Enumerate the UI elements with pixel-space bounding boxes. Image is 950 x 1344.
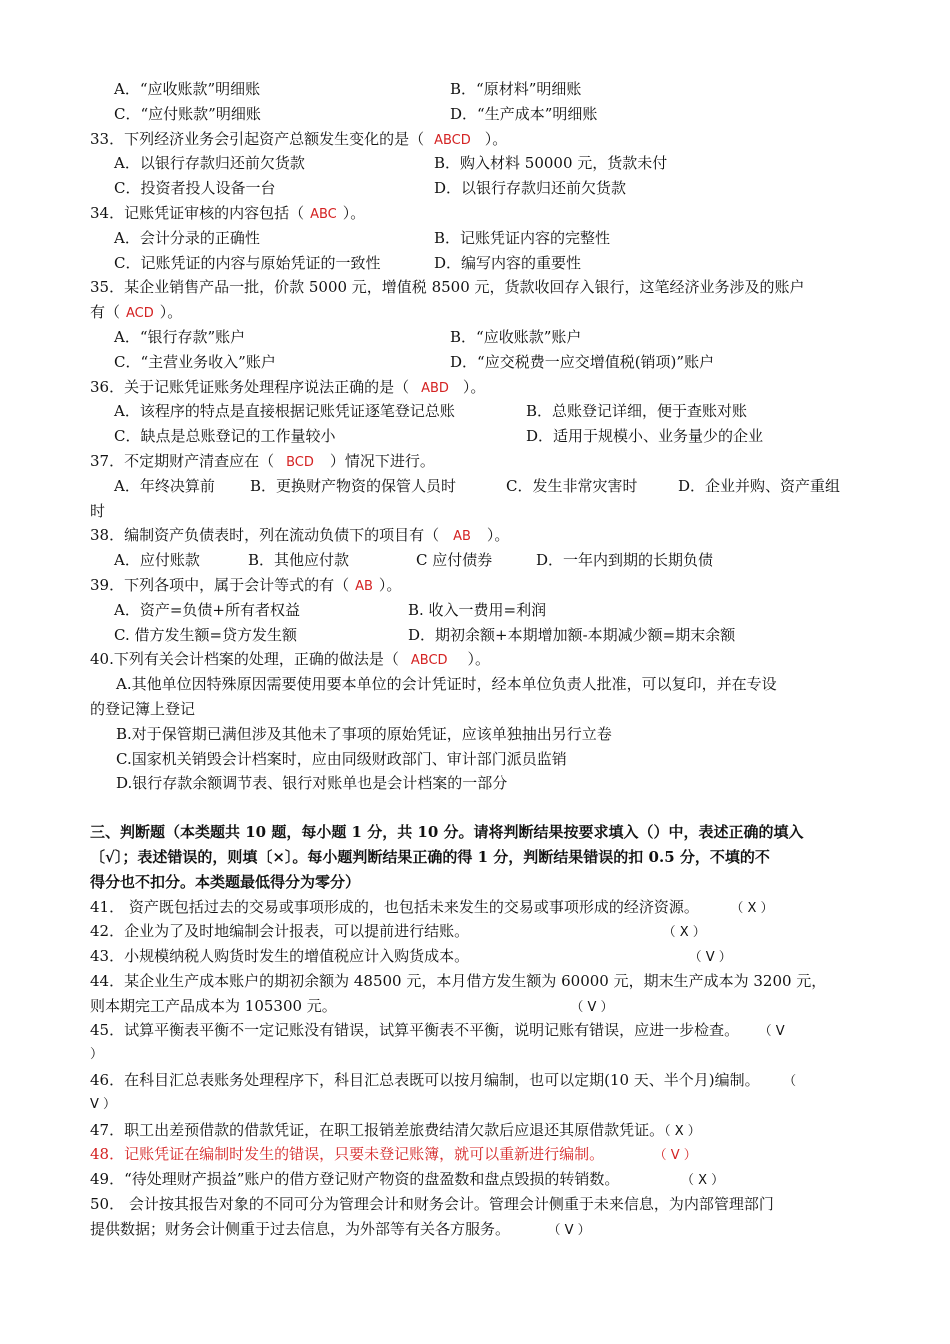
q33-option-d: D．以银行存款归还前欠货款: [434, 179, 627, 198]
q34-answer: ABC: [310, 206, 337, 222]
q40-answer: ABCD: [410, 653, 448, 669]
q39-option-a: A．资产=负债+所有者权益: [114, 600, 300, 619]
q38-option-a: A．应付账款: [114, 551, 200, 570]
section3-heading-line2: 〔√〕；表述错误的，则填〔×〕。每小题判断结果正确的得 1 分，判断结果错误的扣 0.5 分，不填的不: [90, 847, 770, 866]
q39-stem-end: ）。: [378, 575, 402, 594]
q49-text: 49．“待处理财产损益”账户的借方登记财产物资的盘盈数和盘点毁损的转销数。: [90, 1170, 620, 1189]
q36-options-row1: [90, 399, 890, 424]
q40-stem-text: 40.下列有关会计档案的处理，正确的做法是（: [90, 650, 399, 669]
q49-statement: [90, 1167, 890, 1192]
q39-stem: [90, 573, 890, 598]
q41-statement: [90, 895, 890, 920]
q37-option-c: C．发生非常灾害时: [506, 476, 638, 495]
q38-options-row1: [90, 548, 890, 573]
q42-mark: （ X ）: [669, 925, 706, 941]
q37-stem-text: 37．不定期财产清查应在（: [90, 451, 275, 470]
q44-statement-line2: [90, 994, 890, 1019]
q45-mark-open: （ V: [765, 1024, 785, 1040]
q36-option-c: C．缺点是总账登记的工作量较小: [114, 427, 336, 446]
q44-mark: （ V ）: [576, 999, 614, 1015]
q35-stem-text: 有（: [90, 303, 121, 322]
q34-option-c: C．记账凭证的内容与原始凭证的一致性: [114, 253, 381, 272]
q39-options-row2: [90, 623, 890, 648]
q36-option-b: B．总账登记详细，便于查账对账: [526, 402, 748, 421]
q39-answer: AB: [355, 578, 373, 594]
q35-option-d: D．“应交税费一应交增值税(销项)”账户: [450, 352, 715, 371]
q46-mark-open: （: [789, 1074, 797, 1090]
q49-mark: （ X ）: [687, 1173, 725, 1189]
q37-stem: [90, 449, 890, 474]
q47-text: 47．职工出差预借款的借款凭证，在职工报销差旅费结清欠款后应退还其原借款凭证。: [90, 1120, 665, 1139]
q32-option-c: C．“应付账款”明细账: [114, 104, 261, 123]
q35-answer: ACD: [126, 306, 154, 322]
q34-options-row1: [90, 226, 890, 251]
q50-statement-line1: 50． 会计按其报告对象的不同可分为管理会计和财务会计。管理会计侧重于未来信息，为内部管理部门: [90, 1195, 774, 1214]
q50-text: 提供数据；财务会计侧重于过去信息，为外部等有关各方服务。: [90, 1219, 511, 1238]
q38-option-d: D．一年内到期的长期负债: [536, 551, 714, 570]
q46-text: 46．在科目汇总表账务处理程序下，科目汇总表既可以按月编制，也可以定期(10 天、半个月)编制。: [90, 1071, 760, 1090]
q35-stem-line2: [90, 300, 890, 325]
q47-statement: [90, 1118, 890, 1143]
q35-option-b: B．“应收账款”账户: [450, 327, 582, 346]
q32-option-a: A．“应收账款”明细账: [114, 80, 261, 98]
section3-heading-line3: 得分也不扣分。本类题最低得分为零分）: [90, 872, 361, 891]
q46-statement-line1: [90, 1068, 890, 1093]
q38-option-c: C 应付债券: [416, 551, 493, 570]
q33-stem-text: 33．下列经济业务会引起资产总额发生变化的是（: [90, 129, 425, 148]
q39-option-c: C. 借方发生额=贷方发生额: [114, 625, 298, 644]
q40-option-b: B.对于保管期已满但涉及其他未了事项的原始凭证，应该单独抽出另行立卷: [116, 724, 612, 743]
q40-option-a-continued: 的登记簿上登记: [90, 699, 196, 718]
q36-stem-end: ）。: [462, 377, 486, 396]
q33-stem: [90, 127, 890, 152]
q34-options-row2: [90, 251, 890, 276]
q37-option-b: B．更换财产物资的保管人员时: [250, 476, 457, 495]
section3-heading-line1: 三、判断题（本类题共 10 题，每小题 1 分，共 10 分。请将判断结果按要求填入（）中，表述正确的填入: [90, 823, 804, 842]
q47-mark: （ X ）: [664, 1123, 701, 1139]
q39-option-b: B. 收入一费用=利润: [408, 600, 547, 619]
q33-option-a: A．以银行存款归还前欠货款: [114, 154, 305, 173]
q50-mark: （ V ）: [554, 1222, 591, 1238]
q46-mark-close: V ）: [90, 1096, 117, 1112]
q43-text: 43．小规模纳税人购货时发生的增值税应计入购货成本。: [90, 947, 470, 966]
q40-stem-end: ）。: [467, 650, 491, 669]
q36-options-row2: [90, 424, 890, 449]
q39-stem-text: 39．下列各项中，属于会计等式的有（: [90, 575, 350, 594]
q32-options-row1: [90, 77, 890, 102]
q48-mark: （ V ）: [660, 1148, 697, 1164]
q48-text: 48．记账凭证在编制时发生的错误，只要未登记账簿，就可以重新进行编制。: [90, 1145, 605, 1164]
q38-stem-text: 38．编制资产负债表时，列在流动负债下的项目有（: [90, 526, 440, 545]
q41-mark: （ X ）: [736, 900, 774, 916]
q38-stem: [90, 523, 890, 548]
q34-option-d: D．编写内容的重要性: [434, 253, 582, 272]
q32-option-d: D．“生产成本”明细账: [450, 104, 598, 123]
q37-answer: BCD: [286, 454, 314, 470]
q39-options-row1: [90, 598, 890, 623]
q37-option-d: D．企业并购、资产重组: [678, 476, 841, 495]
q33-options-row1: [90, 151, 890, 176]
q36-option-d: D．适用于规模小、业务量少的企业: [526, 427, 764, 446]
section-spacer: [90, 796, 890, 820]
q43-statement: [90, 944, 890, 969]
q34-stem: [90, 201, 890, 226]
q35-options-row1: [90, 325, 890, 350]
q40-option-a: A.其他单位因特殊原因需要使用要本单位的会计凭证时，经本单位负责人批准，可以复印，并在专设: [116, 675, 777, 694]
q44-statement-line1: 44．某企业生产成本账户的期初余额为 48500 元，本月借方发生额为 60000 元，期末生产成本为 3200 元，: [90, 971, 827, 990]
q37-options-row1: [90, 474, 890, 499]
q33-answer: ABCD: [434, 132, 471, 148]
q43-mark: （ V ）: [695, 950, 732, 966]
q34-stem-text: 34．记账凭证审核的内容包括（: [90, 203, 305, 222]
q38-answer: AB: [453, 529, 471, 545]
q45-mark-close: ）: [90, 1047, 104, 1063]
q48-statement: [90, 1142, 890, 1167]
q33-stem-end: ）。: [484, 129, 508, 148]
q34-option-a: A．会计分录的正确性: [114, 228, 260, 247]
q40-stem: [90, 647, 890, 672]
q42-statement: [90, 919, 890, 944]
q33-option-c: C．投资者投人设备一台: [114, 179, 276, 198]
q37-option-d-continued: 时: [90, 501, 106, 520]
q33-options-row2: [90, 176, 890, 201]
q32-options-row2: [90, 102, 890, 127]
q38-option-b: B．其他应付款: [248, 551, 350, 570]
q33-option-b: B．购入材料 50000 元，货款未付: [434, 154, 668, 173]
q36-option-a: A．该程序的特点是直接根据记账凭证逐笔登记总账: [114, 402, 455, 421]
q45-text: 45．试算平衡表平衡不一定记账没有错误，试算平衡表不平衡，说明记账有错误，应进一步检查。: [90, 1021, 740, 1040]
q36-stem-text: 36．关于记账凭证账务处理程序说法正确的是（: [90, 377, 410, 396]
q34-stem-end: ）。: [342, 203, 366, 222]
q32-option-b: B．“原材料”明细账: [450, 80, 582, 98]
q34-option-b: B．记账凭证内容的完整性: [434, 228, 611, 247]
q35-stem-line1: 35．某企业销售产品一批，价款 5000 元，增值税 8500 元，货款收回存入银行，这笔经济业务涉及的账户: [90, 278, 805, 297]
q35-option-a: A．“银行存款”账户: [114, 327, 246, 346]
q41-text: 41． 资产既包括过去的交易或事项形成的，也包括未来发生的交易或事项形成的经济资源。: [90, 897, 699, 916]
q38-stem-end: ）。: [486, 526, 510, 545]
q37-stem-end: ）情况下进行。: [329, 451, 435, 470]
q36-answer: ABD: [421, 380, 449, 396]
q39-option-d: D．期初余额+本期增加额-本期减少额=期末余额: [408, 625, 736, 644]
q50-statement-line2: [90, 1217, 890, 1242]
q40-option-d: D.银行存款余额调节表、银行对账单也是会计档案的一部分: [116, 774, 508, 793]
q42-text: 42．企业为了及时地编制会计报表，可以提前进行结账。: [90, 922, 470, 941]
q35-stem-end: ）。: [159, 303, 183, 322]
q44-text: 则本期完工产品成本为 105300 元。: [90, 996, 337, 1015]
q40-option-c: C.国家机关销毁会计档案时，应由同级财政部门、审计部门派员监销: [116, 749, 567, 768]
q36-stem: [90, 375, 890, 400]
q35-option-c: C．“主营业务收入”账户: [114, 352, 276, 371]
q37-option-a: A．年终决算前: [114, 476, 215, 495]
q35-options-row2: [90, 350, 890, 375]
q45-statement-line1: [90, 1018, 890, 1043]
